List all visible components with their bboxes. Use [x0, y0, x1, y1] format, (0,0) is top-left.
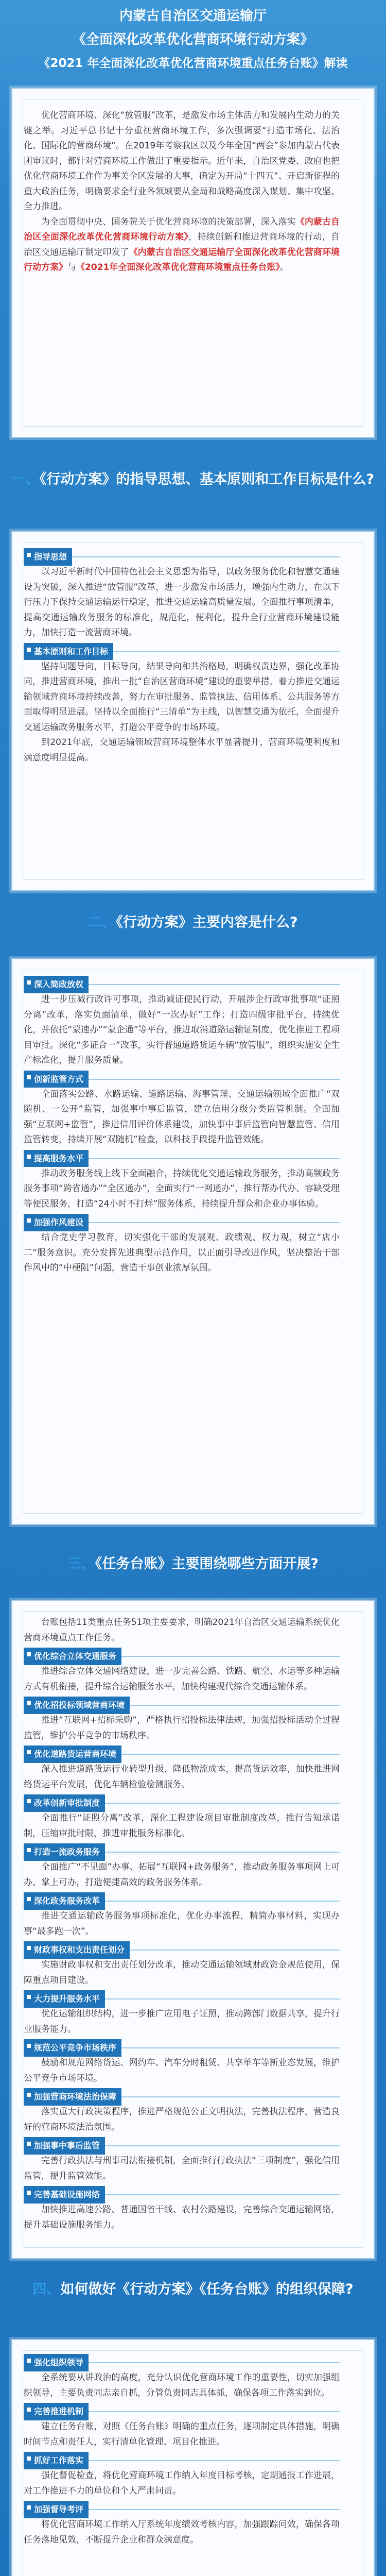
- section1-heading: 一、《行动方案》的指导思想、基本原则和工作目标是什么?: [11, 471, 375, 487]
- section3-item-text: 推进综合立体交通网络建设，进一步完善公路、铁路、航空、水运等多种运输方式有机衔接，提升综合运输服务水平，加快构建现代综合交通运输体系。: [24, 1666, 340, 1692]
- section3-item-title: 改革创新审批制度: [24, 1795, 340, 1811]
- section3-item-title: 打造一流政务服务: [24, 1844, 340, 1860]
- section3-item-text: 鼓励和规范网络货运、网约车、汽车分时租赁、共享单车等新业态发展，维护公平竞争市场环境。: [24, 2058, 340, 2083]
- section3-item-title: 优化道路货运营商环境: [24, 1747, 340, 1762]
- header-line1: 内蒙古自治区交通运输厅: [119, 8, 267, 24]
- section3-item-text: 全面推广“不见面”办事、拓展“互联网+政务服务”，推动政务服务事项网上可办、掌上可办，打造便捷高效的政务服务体系。: [24, 1862, 340, 1888]
- section4-item-text: 建立任务台账，对照《任务台账》明确的重点任务，逐项制定具体措施，明确时间节点和责任人，实行清单化管理、项目化推进。: [24, 2421, 340, 2447]
- section3-item-text: 实施财政事权和支出责任划分改革，推动交通运输领域财政资金规范使用，保障重点项目建设。: [24, 1960, 340, 1986]
- section2-subtitle-2: 创新监管方式: [24, 1071, 89, 1088]
- section2-heading: 二、《行动方案》主要内容是什么?: [88, 914, 298, 930]
- section3-item-title: 大力提升服务水平: [24, 1991, 340, 2007]
- section4-item-title: 加强督导考评: [24, 2502, 340, 2517]
- section3-item-title: 规范公平竞争市场秩序: [24, 2040, 340, 2056]
- section2-subtitle-3: 提高服务水平: [24, 1150, 89, 1167]
- section3-item-title: 完善基础设施网络: [24, 2187, 340, 2202]
- section1-subtitle-1: 指导思想: [24, 549, 340, 565]
- section4-item-title: 强化组织领导: [24, 2355, 340, 2370]
- section3-item-title: 加强事中事后监管: [24, 2138, 340, 2154]
- section3-item-title: 优化招投标领域营商环境: [24, 1698, 340, 1713]
- section2-paragraph-3: 推动政务服务线上线下全面融合，持续优化交通运输政务服务，推动高频政务服务事项“跨省通办”“全区通办”，全面实行“一网通办”，推行帮办代办、容缺受理等便民服务，打造“24小时不打烊”服务体系，持续提升群众和企业办事体验。: [24, 1168, 340, 1209]
- section3-item-title: 财政事权和支出责任划分: [24, 1942, 340, 1958]
- section1-paragraph-3: 到2021年底，交通运输领域营商环境整体水平显著提升，营商环境便利度和满意度明显提高。: [24, 737, 340, 763]
- section4-item-text: 全系统要从讲政治的高度，充分认识优化营商环境工作的重要性，切实加强组织领导，主要负责同志亲自抓，分管负责同志具体抓，确保各项工作落实到位。: [24, 2372, 340, 2398]
- section3-intro: 台账包括11类重点任务51项主要要求，明确2021年自治区交通运输系统优化营商环境重点工作任务。: [24, 1617, 340, 1643]
- section4-item-title: 完善推进机制: [24, 2404, 340, 2419]
- section3-item-title: 优化综合立体交通服务: [24, 1649, 340, 1664]
- section3-item-text: 深入推进道路货运行业转型升级，降低物流成本，提高货运效率，加快推进网络货运平台发展，优化车辆检验检测服务。: [24, 1764, 340, 1790]
- section4-text: [24, 2352, 340, 2548]
- section3-item-text: 优化运输组织结构，进一步推广应用电子证照，推动跨部门数据共享，提升行业服务能力。: [24, 2009, 340, 2035]
- section3-item-text: 加快推进高速公路、普通国省干线、农村公路建设，完善综合交通运输网络，提升基础设施服务能力。: [24, 2205, 340, 2230]
- intro-paragraph-2: 为全面贯彻中央、国务院关于优化营商环境的决策部署，深入落实《内蒙古自治区全面深化改革优化营商环境行动方案》，持续创新和推进营商环境的行动，自治区交通运输厅制定印发了《内蒙古自治区交通运输厅全面深化改革优化营商环境行动方案》与《2021年全面深化改革优化营商环境重点任务台账》。: [24, 216, 340, 273]
- section3-item-text: 落实重大行政决策程序，推进严格规范公正文明执法，完善执法程序，营造良好的营商环境法治氛围。: [24, 2107, 340, 2132]
- section1-subtitle-2: 基本原则和工作目标: [24, 644, 340, 659]
- section2-text: [24, 974, 340, 1276]
- section3-item-title: 深化政务服务改革: [24, 1893, 340, 1909]
- section3-heading: 三、《任务台账》主要围绕哪些方面开展?: [67, 1556, 319, 1572]
- section3-item-title: 加强营商环境法治保障: [24, 2089, 340, 2105]
- section1-text: [24, 546, 340, 766]
- section2-subtitle-1: 深入简政放权: [24, 976, 89, 993]
- section4-item-title: 抓好工作落实: [24, 2453, 340, 2468]
- section1-paragraph-2: 坚持问题导向，目标导向，结果导向和共治格局，明确权责边界，强化改革协同，推进营商环境，推出一批“自治区营商环境”建设的重要举措，着力推进交通运输领域营商环境持续改善，努力在审批服务、监管执法、信用体系、公共服务等方面取得明显进展。坚持以全面推行“三清单”为主线，以智慧交通为依托，全面提升交通运输政务服务水平，打造公平竞争的市场环境。: [24, 661, 340, 733]
- section1-paragraph-1: 以习近平新时代中国特色社会主义思想为指导，以政务服务优化和智慧交通建设为突破，深入推进“放管服”改革，进一步激发市场活力，增强内生动力，在以下行压力下保持交通运输运行稳定，推进交通运输高质量发展。全面推行事项清单，提高交通运输政务服务的标准化，规范化，便利化，提升全行业营商环境建设能力，加快打造一流营商环境。: [24, 567, 340, 638]
- intro-paragraph-1: 优化营商环境、深化“放管服”改革，是激发市场主体活力和发展内生动力的关键之举。习近平总书记十分重视营商环境工作，多次强调要“打造市场化、法治化、国际化的营商环境”。在2019年考察我区以及今年全国“两会”参加内蒙古代表团审议时，都针对营商环境工作做出了重要指示。近年来，自治区党委、政府也把优化营商环境工作作为事关全区发展的大事，确定为开局“十四五”、开启新征程的重大政治任务，明确要求全行业各领域要从全局和战略高度深入谋划、集中攻坚、全力推进。: [24, 110, 340, 212]
- page-header: [0, 0, 386, 75]
- section3-text: [24, 1615, 340, 2233]
- section3-item-text: 全面推行“证照分离”改革，深化工程建设项目审批制度改革，推行告知承诺制，压缩审批时限，推进审批服务标准化。: [24, 1813, 340, 1839]
- section2-paragraph-1: 进一步压减行政许可事项，推动减证便民行动，开展涉企行政审批事项“证照分离”改革，落实负面清单，做好“一次办好”工作；打造四级审批平台，持续优化，并依托“蒙速办”“蒙企通”等平台，推进取消道路运输证制度，优化推进工程项目审批。深化“多证合一”改革，实行普通道路货运车辆“放管服”，组织实施安全生产标准化，提升服务质量。: [24, 994, 340, 1065]
- section4-heading: 四、如何做好《行动方案》《任务台账》的组织保障?: [32, 2281, 354, 2297]
- header-line2: 《全面深化改革优化营商环境行动方案》: [72, 32, 313, 47]
- section2-subtitle-4: 加强作风建设: [24, 1214, 89, 1231]
- section3-item-text: 完善行政执法与刑事司法衔接机制，全面推行行政执法“三项制度”，强化信用监管，提升监管效能。: [24, 2156, 340, 2181]
- section2-paragraph-4: 结合党史学习教育，切实强化干部的发展观、政绩观、权力观，树立“店小二”服务意识。充分发挥先进典型示范作用，以正面引导改进作风，坚决整治干部作风中的“中梗阻”问题，营造干事创业浓厚氛围。: [24, 1232, 340, 1273]
- section2-paragraph-2: 全面落实公路、水路运输、道路运输、海事管理、交通运输领域全面推广“双随机、一公开”监管，加强事中事后监管，建立信用分级分类监管机制。全面加强“互联网+监管”，推进信用评价体系建设，加快事中事后监管向智慧监管、信用监管转变，持续开展“双随机”检查，以科技手段提升监管效能。: [24, 1089, 340, 1145]
- intro-text: [24, 108, 340, 276]
- header-line3: 《2021 年全面深化改革优化营商环境重点任务台账》解读: [38, 57, 348, 70]
- section4-item-text: 将优化营商环境工作纳入厅系统年度绩效考核内容，加强跟踪问效，确保各项任务落地见效，不断提升企业和群众满意度。: [24, 2519, 340, 2545]
- section4-item-text: 强化督促检查，将优化营商环境工作纳入年度目标考核，定期通报工作进展，对工作推进不力的单位和个人严肃问责。: [24, 2470, 340, 2496]
- section3-item-text: 推进“互联网+招标采购”，严格执行招投标法律法规，加强招投标活动全过程监管，维护公平竞争的市场秩序。: [24, 1715, 340, 1741]
- section3-item-text: 推进交通运输政务服务事项标准化，优化办事流程，精简办事材料，实现办事“最多跑一次”。: [24, 1911, 340, 1937]
